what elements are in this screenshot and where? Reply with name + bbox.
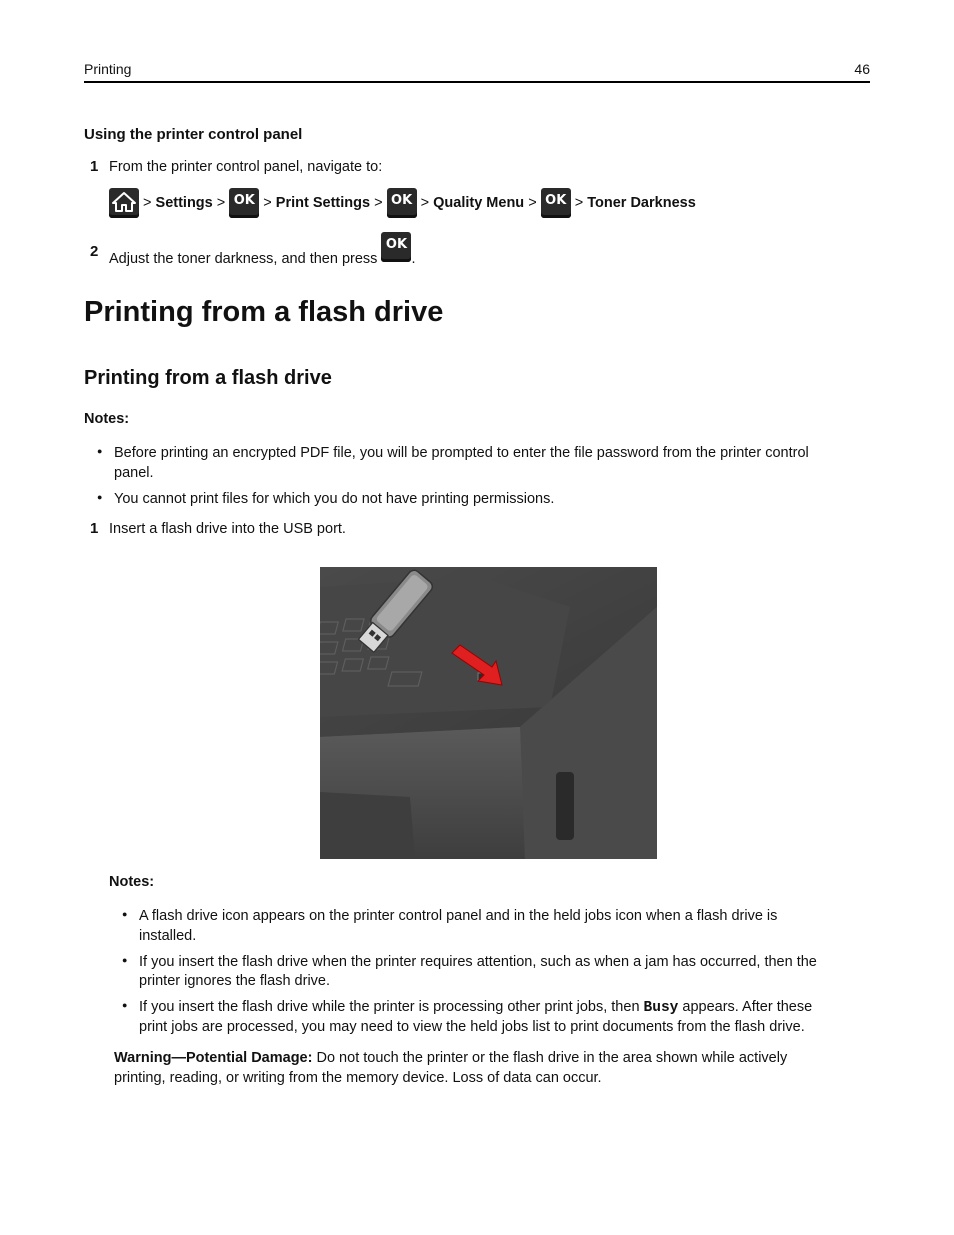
note-item: If you insert the flash drive while the printer is processing other print jobs, then Busy appears. After these [139, 999, 813, 1016]
notes-label: Notes: [109, 874, 155, 890]
ok-icon: OK [541, 188, 571, 218]
bullet: ● [97, 446, 103, 456]
bullet: ● [122, 1000, 128, 1010]
note-item: Before printing an encrypted PDF file, you will be prompted to enter the file password from the printer control [114, 445, 809, 461]
note-item: A flash drive icon appears on the printer control panel and in the held jobs icon when a flash drive is [139, 908, 778, 924]
bullet: ● [97, 492, 103, 502]
warning: Warning—Potential Damage: Do not touch the printer or the flash drive in the area shown while actively [114, 1050, 788, 1066]
page-title: Printing from a flash drive [84, 296, 444, 328]
step-number: 1 [90, 520, 99, 537]
note-item: You cannot print files for which you do not have printing permissions. [114, 491, 555, 507]
notes-label: Notes: [84, 411, 130, 427]
step-number: 2 [90, 243, 99, 260]
page-number: 46 [854, 61, 870, 77]
printer-usb-illustration [320, 567, 657, 859]
header-rule [84, 81, 870, 83]
ok-icon: OK [387, 188, 417, 218]
bullet: ● [122, 909, 128, 919]
note-item: If you insert the flash drive when the printer requires attention, such as when a jam has occurred, then the [139, 954, 817, 970]
nav-path: > Settings > OK > Print Settings > OK > Quality Menu > OK > Toner Darkness [109, 188, 696, 218]
nav-quality-menu: Quality Menu [433, 194, 525, 211]
step-text: Insert a flash drive into the USB port. [109, 521, 346, 537]
ok-icon: OK [381, 232, 411, 262]
nav-toner-darkness: Toner Darkness [587, 194, 696, 211]
warning-text: printing, reading, or writing from the memory device. Loss of data can occur. [114, 1070, 602, 1086]
ok-icon: OK [229, 188, 259, 218]
section-title: Printing from a flash drive [84, 367, 332, 389]
warning-label: Warning—Potential Damage: [114, 1050, 313, 1066]
bullet: ● [122, 955, 128, 965]
nav-settings: Settings [155, 194, 213, 211]
note-item: printer ignores the flash drive. [139, 973, 331, 989]
control-panel-heading: Using the printer control panel [84, 126, 303, 143]
note-item: installed. [139, 928, 197, 944]
busy-status-code: Busy [643, 1000, 679, 1016]
step-text: Adjust the toner darkness, and then press OK. [109, 232, 415, 269]
step-number: 1 [90, 158, 99, 175]
step-text: From the printer control panel, navigate to: [109, 159, 383, 175]
note-item: panel. [114, 465, 154, 481]
nav-print-settings: Print Settings [275, 194, 371, 211]
running-head: Printing [84, 61, 132, 77]
home-icon [109, 188, 139, 218]
note-item: print jobs are processed, you may need to view the held jobs list to print documents from the flash drive. [139, 1019, 805, 1035]
